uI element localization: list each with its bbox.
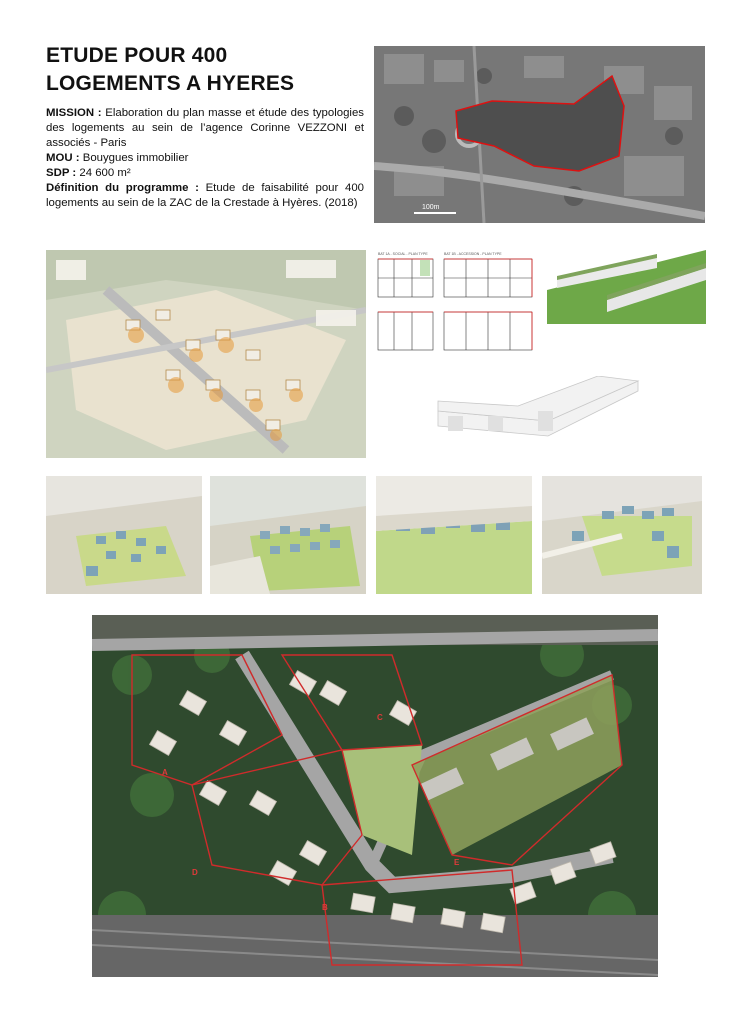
master-plan	[92, 615, 658, 977]
sdp-paragraph	[46, 166, 364, 181]
definition-label: Définition du programme :	[46, 182, 199, 194]
model-photo-4	[542, 476, 702, 594]
perspective-render	[547, 250, 706, 324]
aerial-photo	[374, 46, 705, 223]
definition-paragraph	[46, 181, 364, 211]
mou-paragraph	[46, 151, 364, 166]
project-info	[46, 106, 364, 211]
mission-paragraph	[46, 106, 364, 151]
lot-label-b: B	[322, 903, 328, 912]
sdp-text: 24 600 m²	[79, 167, 131, 179]
lot-label-a: A	[162, 768, 168, 777]
model-photo-1	[46, 476, 202, 594]
plan-caption-accession: BAT 1B - ACCESSION - PLAN TYPE	[444, 252, 502, 256]
mission-label: MISSION :	[46, 107, 102, 119]
model-render	[46, 250, 366, 458]
scale-label: 100m	[422, 204, 440, 211]
definition-text: Etude de faisabilité pour 400 logements au sein de la ZAC de la Crestade à Hyères. (2018)	[46, 182, 364, 209]
mou-label: MOU :	[46, 152, 80, 164]
lot-label-c: C	[377, 713, 383, 722]
mission-text: Elaboration du plan masse et étude des typologies des logements au sein de l’agence Corinne VEZZONI et associés - Paris	[46, 107, 364, 149]
mou-text: Bouygues immobilier	[82, 152, 189, 164]
model-photo-2	[210, 476, 366, 594]
lot-label-d: D	[192, 868, 198, 877]
page-title: ETUDE POUR 400 LOGEMENTS A HYERES	[46, 44, 295, 95]
model-photo-3	[376, 476, 532, 594]
massing-model	[428, 376, 648, 444]
plan-caption-social: BAT 1A - SOCIAL - PLAN TYPE	[378, 252, 428, 256]
lot-label-e: E	[454, 858, 460, 867]
typology-plans	[374, 250, 538, 362]
sdp-label: SDP :	[46, 167, 77, 179]
